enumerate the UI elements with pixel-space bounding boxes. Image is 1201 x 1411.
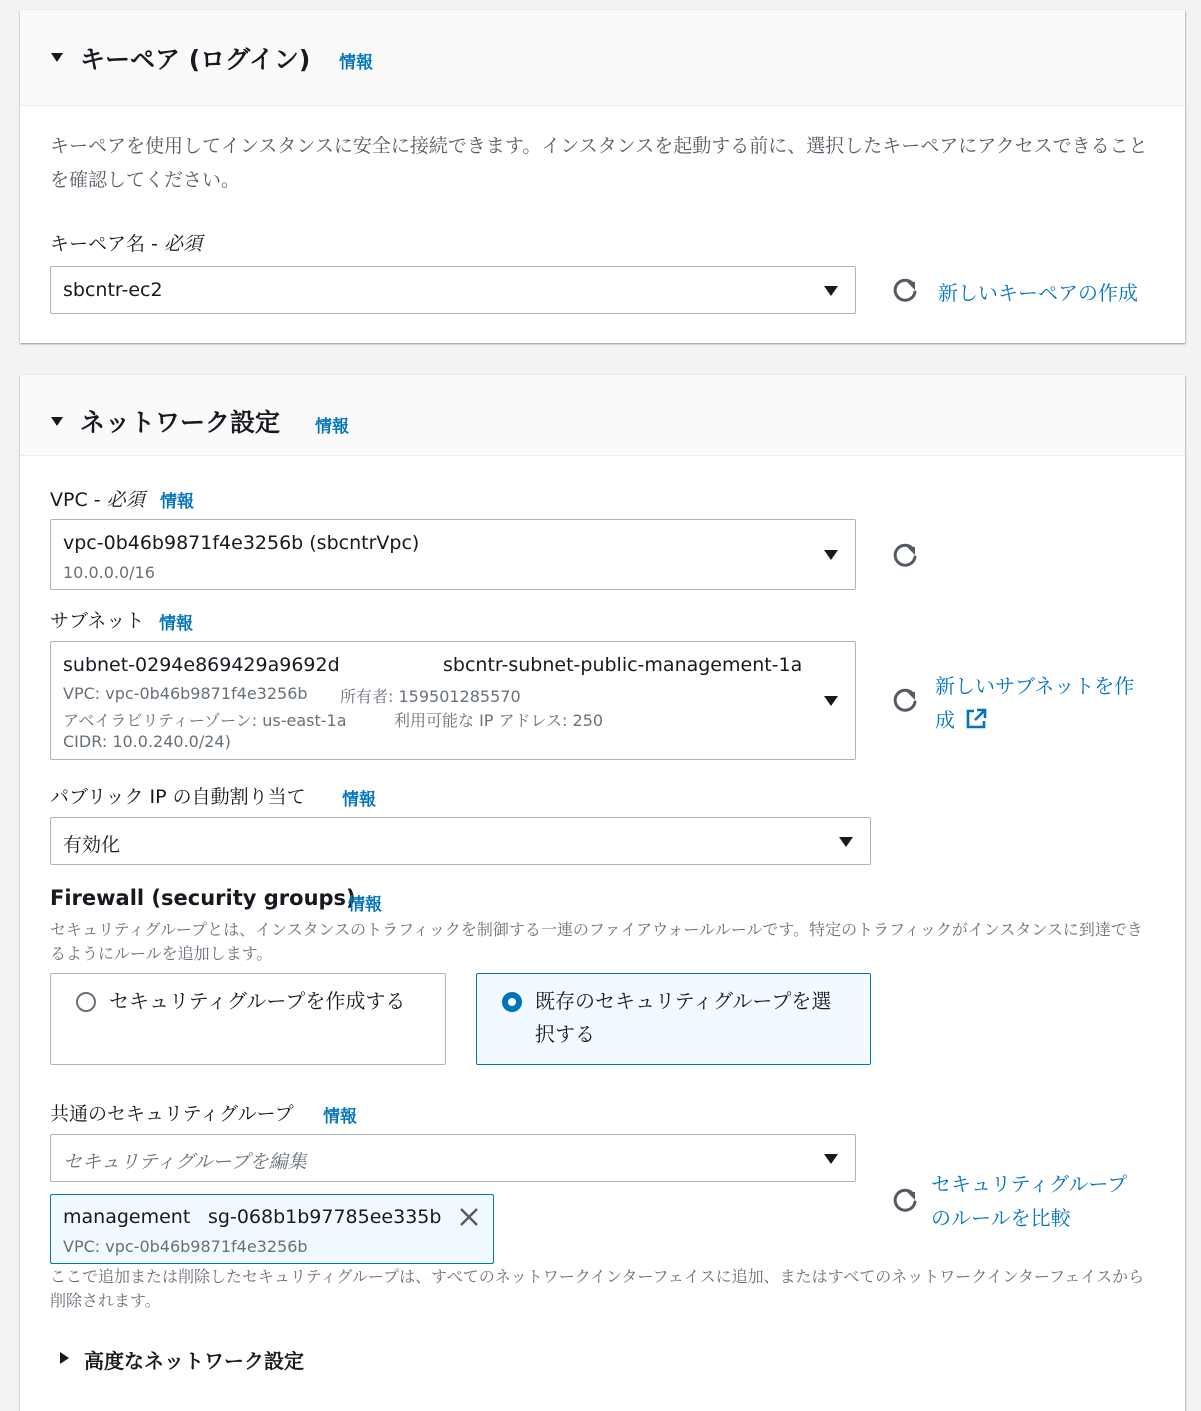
dropdown-caret-icon	[824, 550, 838, 560]
existing-sg-option[interactable]	[476, 973, 871, 1065]
radio-existing-sg[interactable]	[502, 992, 522, 1012]
keypair-title: キーペア (ログイン)	[80, 45, 311, 74]
create-subnet-link[interactable]	[935, 669, 1134, 737]
public-ip-info-link[interactable]: 情報	[342, 790, 376, 810]
subnet-id: subnet-0294e869429a9692d	[63, 654, 340, 676]
create-subnet-link-line2[interactable]	[935, 703, 1134, 737]
compare-sg-link-line2[interactable]: のルールを比較	[931, 1206, 1071, 1230]
network-info-link[interactable]: 情報	[315, 417, 349, 437]
subnet-available-ips: 利用可能な IP アドレス: 250	[394, 711, 604, 730]
subnet-info-link[interactable]: 情報	[159, 614, 193, 634]
vpc-label-text: VPC -	[50, 489, 107, 511]
vpc-label	[50, 485, 145, 512]
vpc-select-value: vpc-0b46b9871f4e3256b (sbcntrVpc)	[63, 532, 420, 554]
security-group-token	[50, 1194, 494, 1264]
create-subnet-link-text[interactable]: 成	[935, 708, 955, 732]
required-marker: 必須	[106, 489, 145, 511]
keypair-name-label-text: キーペア名 -	[50, 233, 164, 255]
refresh-icon[interactable]	[891, 541, 919, 569]
remove-close-icon[interactable]	[458, 1206, 480, 1228]
subnet-cidr: CIDR: 10.0.240.0/24)	[63, 732, 231, 751]
security-group-placeholder: セキュリティグループを編集	[63, 1151, 307, 1173]
firewall-label: Firewall (security groups)	[50, 886, 356, 910]
existing-sg-label-line1: 既存のセキュリティグループを選	[535, 989, 832, 1013]
keypair-select-value: sbcntr-ec2	[63, 279, 163, 301]
keypair-description: キーペアを使用してインスタンスに安全に接続できます。インスタンスを起動する前に、選択したキーペアにアクセスできることを確認してください。	[50, 135, 1148, 191]
security-group-multiselect[interactable]	[50, 1134, 856, 1182]
create-sg-option-label: セキュリティグループを作成する	[109, 989, 406, 1013]
token-sg-id: sg-068b1b97785ee335b	[208, 1206, 442, 1228]
common-sg-info-link[interactable]: 情報	[323, 1107, 357, 1127]
keypair-info-link[interactable]: 情報	[339, 53, 373, 73]
compare-sg-rules-link[interactable]	[931, 1167, 1127, 1235]
existing-sg-option-label	[535, 985, 831, 1051]
vpc-info-link[interactable]: 情報	[160, 492, 194, 512]
keypair-panel	[20, 10, 1185, 343]
required-marker: 必須	[163, 233, 202, 255]
common-sg-label: 共通のセキュリティグループ	[50, 1103, 294, 1125]
network-title: ネットワーク設定	[80, 408, 281, 437]
compare-sg-link-line1[interactable]: セキュリティグループ	[931, 1172, 1128, 1196]
keypair-select[interactable]	[50, 266, 856, 314]
dropdown-caret-icon	[839, 837, 853, 847]
token-sg-name: management	[63, 1206, 191, 1228]
vpc-select[interactable]	[50, 519, 856, 590]
subnet-owner: 所有者: 159501285570	[340, 687, 521, 706]
network-panel-header[interactable]	[20, 375, 1185, 456]
dropdown-caret-icon	[824, 1154, 838, 1164]
subnet-label: サブネット	[50, 610, 145, 632]
keypair-panel-header[interactable]	[20, 10, 1185, 106]
subnet-select[interactable]	[50, 641, 856, 760]
subnet-az: アベイラビリティーゾーン: us-east-1a	[63, 711, 347, 730]
firewall-info-link[interactable]: 情報	[348, 895, 382, 915]
advanced-network-settings-toggle[interactable]: 高度なネットワーク設定	[84, 1349, 304, 1373]
external-link-icon	[965, 708, 987, 730]
subnet-name: sbcntr-subnet-public-management-1a	[443, 654, 803, 676]
subnet-vpc: VPC: vpc-0b46b9871f4e3256b	[63, 684, 308, 703]
public-ip-select[interactable]	[50, 817, 871, 865]
keypair-name-label	[50, 229, 202, 256]
public-ip-select-value: 有効化	[63, 834, 121, 856]
vpc-cidr: 10.0.0.0/16	[63, 563, 155, 582]
expand-caret-icon[interactable]	[60, 1352, 69, 1364]
refresh-icon[interactable]	[891, 276, 919, 304]
refresh-icon[interactable]	[891, 686, 919, 714]
public-ip-label: パブリック IP の自動割り当て	[50, 786, 306, 808]
common-sg-note: ここで追加または削除したセキュリティグループは、すべてのネットワークインターフェイスに追加、またはすべてのネットワークインターフェイスから削除されます。	[50, 1267, 1145, 1310]
firewall-description: セキュリティグループとは、インスタンスのトラフィックを制御する一連のファイアウォールルールです。特定のトラフィックがインスタンスに到達できるようにルールを追加します。	[50, 920, 1143, 963]
create-keypair-link[interactable]: 新しいキーペアの作成	[938, 281, 1138, 305]
dropdown-caret-icon	[824, 286, 838, 296]
create-sg-option[interactable]	[50, 973, 446, 1065]
network-panel	[20, 375, 1185, 1411]
token-sg-vpc: VPC: vpc-0b46b9871f4e3256b	[63, 1237, 308, 1256]
existing-sg-label-line2: 択する	[535, 1022, 595, 1046]
collapse-caret-icon[interactable]	[51, 417, 63, 426]
dropdown-caret-icon	[824, 696, 838, 706]
collapse-caret-icon[interactable]	[51, 53, 63, 62]
refresh-icon[interactable]	[891, 1186, 919, 1214]
radio-create-sg[interactable]	[76, 992, 96, 1012]
create-subnet-link-line1[interactable]: 新しいサブネットを作	[935, 674, 1135, 698]
